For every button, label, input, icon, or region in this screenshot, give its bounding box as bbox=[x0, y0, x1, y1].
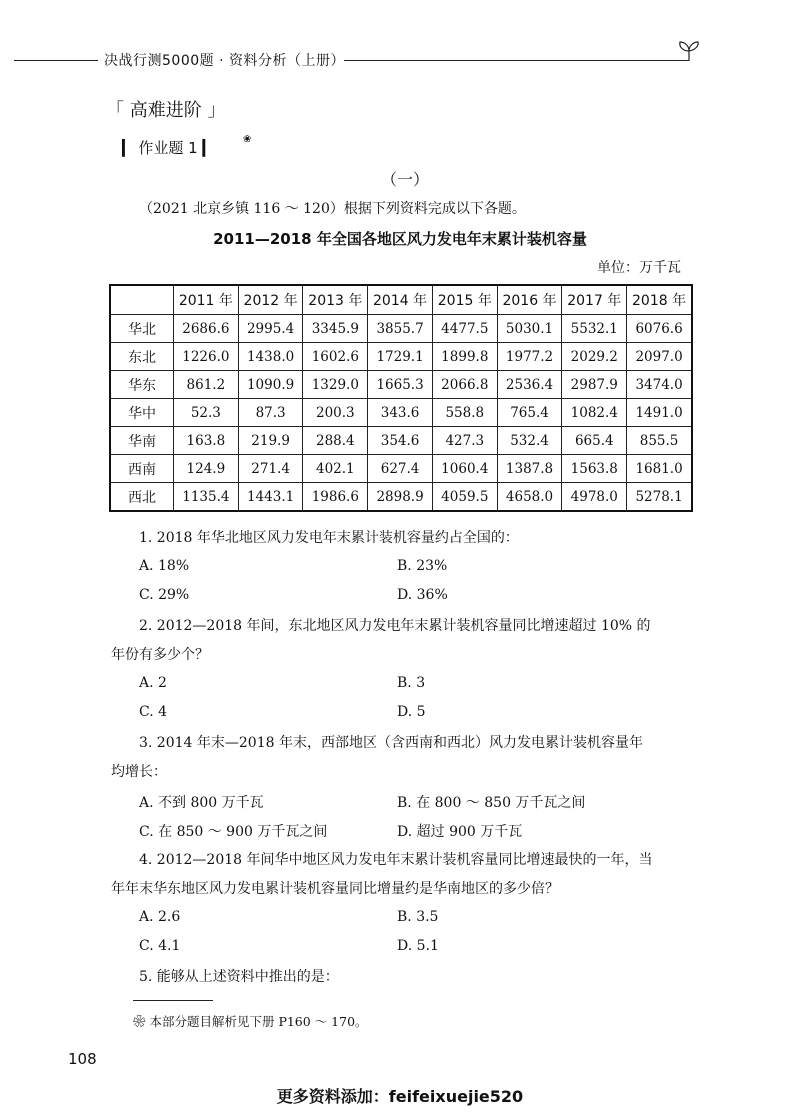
column-header: 2015 年 bbox=[432, 285, 497, 315]
value-cell: 1082.4 bbox=[562, 399, 627, 427]
value-cell: 3474.0 bbox=[627, 371, 692, 399]
value-cell: 163.8 bbox=[174, 427, 239, 455]
option-2d[interactable]: D. 5 bbox=[397, 704, 426, 720]
value-cell: 2066.8 bbox=[432, 371, 497, 399]
column-header: 2017 年 bbox=[562, 285, 627, 315]
option-4b[interactable]: B. 3.5 bbox=[397, 909, 439, 925]
capacity-table bbox=[109, 284, 693, 512]
value-cell: 87.3 bbox=[238, 399, 303, 427]
option-4a[interactable]: A. 2.6 bbox=[139, 909, 181, 925]
footnote-rule bbox=[133, 1000, 213, 1001]
part-number: （一） bbox=[381, 170, 430, 189]
value-cell: 124.9 bbox=[174, 455, 239, 483]
value-cell: 271.4 bbox=[238, 455, 303, 483]
value-cell: 2029.2 bbox=[562, 343, 627, 371]
region-cell: 华东 bbox=[110, 371, 174, 399]
value-cell: 52.3 bbox=[174, 399, 239, 427]
intro-text: （2021 北京乡镇 116 ～ 120）根据下列资料完成以下各题。 bbox=[139, 201, 526, 217]
option-2b[interactable]: B. 3 bbox=[397, 675, 426, 691]
option-3d[interactable]: D. 超过 900 万千瓦 bbox=[397, 824, 523, 840]
table-header-row bbox=[110, 285, 692, 315]
value-cell: 5278.1 bbox=[627, 483, 692, 512]
question-5: 5. 能够从上述资料中推出的是： bbox=[139, 969, 339, 985]
value-cell: 2097.0 bbox=[627, 343, 692, 371]
value-cell: 2686.6 bbox=[174, 315, 239, 343]
value-cell: 402.1 bbox=[303, 455, 368, 483]
question-4-line2: 年年末华东地区风力发电累计装机容量同比增量约是华南地区的多少倍？ bbox=[111, 881, 559, 897]
value-cell: 765.4 bbox=[497, 399, 562, 427]
question-4-line1: 4. 2012—2018 年间华中地区风力发电年末累计装机容量同比增速最快的一年，当 bbox=[139, 852, 653, 868]
value-cell: 1681.0 bbox=[627, 455, 692, 483]
option-4d[interactable]: D. 5.1 bbox=[397, 938, 439, 954]
column-header: 2016 年 bbox=[497, 285, 562, 315]
value-cell: 861.2 bbox=[174, 371, 239, 399]
option-1a[interactable]: A. 18% bbox=[139, 558, 190, 574]
value-cell: 1387.8 bbox=[497, 455, 562, 483]
value-cell: 1665.3 bbox=[368, 371, 433, 399]
question-1: 1. 2018 年华北地区风力发电年末累计装机容量约占全国的： bbox=[139, 530, 519, 546]
table-row bbox=[110, 399, 692, 427]
value-cell: 4978.0 bbox=[562, 483, 627, 512]
homework-title bbox=[122, 137, 214, 158]
column-header: 2014 年 bbox=[368, 285, 433, 315]
option-1c[interactable]: C. 29% bbox=[139, 587, 190, 603]
running-header bbox=[0, 48, 800, 72]
value-cell: 855.5 bbox=[627, 427, 692, 455]
region-cell: 西北 bbox=[110, 483, 174, 512]
value-cell: 1729.1 bbox=[368, 343, 433, 371]
value-cell: 2898.9 bbox=[368, 483, 433, 512]
value-cell: 3855.7 bbox=[368, 315, 433, 343]
value-cell: 1977.2 bbox=[497, 343, 562, 371]
sprout-icon bbox=[676, 40, 702, 62]
question-3-line1: 3. 2014 年末—2018 年末，西部地区（含西南和西北）风力发电累计装机容量年 bbox=[139, 735, 643, 751]
option-4c[interactable]: C. 4.1 bbox=[139, 938, 181, 954]
value-cell: 1438.0 bbox=[238, 343, 303, 371]
value-cell: 1443.1 bbox=[238, 483, 303, 512]
value-cell: 4658.0 bbox=[497, 483, 562, 512]
value-cell: 1899.8 bbox=[432, 343, 497, 371]
option-1b[interactable]: B. 23% bbox=[397, 558, 448, 574]
homework-bar-left: ▎ bbox=[122, 139, 134, 157]
footnote: ❀ 本部分题目解析见下册 P160 ～ 170。 bbox=[133, 1014, 368, 1029]
option-2c[interactable]: C. 4 bbox=[139, 704, 168, 720]
value-cell: 4477.5 bbox=[432, 315, 497, 343]
region-cell: 华南 bbox=[110, 427, 174, 455]
value-cell: 1060.4 bbox=[432, 455, 497, 483]
header-rule-right bbox=[344, 60, 689, 61]
value-cell: 1491.0 bbox=[627, 399, 692, 427]
unit-label: 单位：万千瓦 bbox=[597, 260, 681, 276]
value-cell: 4059.5 bbox=[432, 483, 497, 512]
value-cell: 5030.1 bbox=[497, 315, 562, 343]
column-header: 2012 年 bbox=[238, 285, 303, 315]
value-cell: 5532.1 bbox=[562, 315, 627, 343]
value-cell: 2536.4 bbox=[497, 371, 562, 399]
value-cell: 1329.0 bbox=[303, 371, 368, 399]
value-cell: 1090.9 bbox=[238, 371, 303, 399]
option-2a[interactable]: A. 2 bbox=[139, 675, 167, 691]
value-cell: 532.4 bbox=[497, 427, 562, 455]
value-cell: 2995.4 bbox=[238, 315, 303, 343]
table-row bbox=[110, 455, 692, 483]
option-3c[interactable]: C. 在 850 ～ 900 万千瓦之间 bbox=[139, 824, 328, 840]
value-cell: 3345.9 bbox=[303, 315, 368, 343]
table-row bbox=[110, 371, 692, 399]
option-3b[interactable]: B. 在 800 ～ 850 万千瓦之间 bbox=[397, 795, 586, 811]
question-2-line1: 2. 2012—2018 年间，东北地区风力发电年末累计装机容量同比增速超过 10% 的 bbox=[139, 618, 651, 634]
table-row bbox=[110, 315, 692, 343]
column-header: 2013 年 bbox=[303, 285, 368, 315]
value-cell: 627.4 bbox=[368, 455, 433, 483]
option-1d[interactable]: D. 36% bbox=[397, 587, 448, 603]
table-row bbox=[110, 343, 692, 371]
value-cell: 1986.6 bbox=[303, 483, 368, 512]
option-3a[interactable]: A. 不到 800 万千瓦 bbox=[139, 795, 264, 811]
value-cell: 6076.6 bbox=[627, 315, 692, 343]
homework-bar-right: ▎ bbox=[202, 139, 214, 157]
region-cell: 西南 bbox=[110, 455, 174, 483]
value-cell: 665.4 bbox=[562, 427, 627, 455]
value-cell: 200.3 bbox=[303, 399, 368, 427]
region-cell: 华中 bbox=[110, 399, 174, 427]
value-cell: 1226.0 bbox=[174, 343, 239, 371]
value-cell: 343.6 bbox=[368, 399, 433, 427]
watermark-text: 更多资料添加：feifeixuejie520 bbox=[276, 1087, 524, 1106]
homework-label: 作业题 1 bbox=[138, 139, 198, 157]
region-cell: 东北 bbox=[110, 343, 174, 371]
value-cell: 1135.4 bbox=[174, 483, 239, 512]
value-cell: 1602.6 bbox=[303, 343, 368, 371]
value-cell: 219.9 bbox=[238, 427, 303, 455]
table-title: 2011—2018 年全国各地区风力发电年末累计装机容量 bbox=[213, 230, 587, 248]
value-cell: 1563.8 bbox=[562, 455, 627, 483]
value-cell: 288.4 bbox=[303, 427, 368, 455]
footnote-mark-icon: ❀ bbox=[243, 134, 252, 145]
table-corner bbox=[110, 285, 174, 315]
value-cell: 558.8 bbox=[432, 399, 497, 427]
table-row bbox=[110, 483, 692, 512]
column-header: 2011 年 bbox=[174, 285, 239, 315]
page-number: 108 bbox=[68, 1050, 97, 1068]
question-2-line2: 年份有多少个？ bbox=[111, 647, 209, 663]
book-title: 决战行测5000题 · 资料分析（上册） bbox=[104, 53, 345, 69]
value-cell: 427.3 bbox=[432, 427, 497, 455]
question-3-line2: 均增长： bbox=[111, 764, 167, 780]
header-rule-left bbox=[14, 60, 98, 61]
column-header: 2018 年 bbox=[627, 285, 692, 315]
table-row bbox=[110, 427, 692, 455]
section-title: 「 高难进阶 」 bbox=[106, 100, 226, 121]
value-cell: 354.6 bbox=[368, 427, 433, 455]
value-cell: 2987.9 bbox=[562, 371, 627, 399]
region-cell: 华北 bbox=[110, 315, 174, 343]
